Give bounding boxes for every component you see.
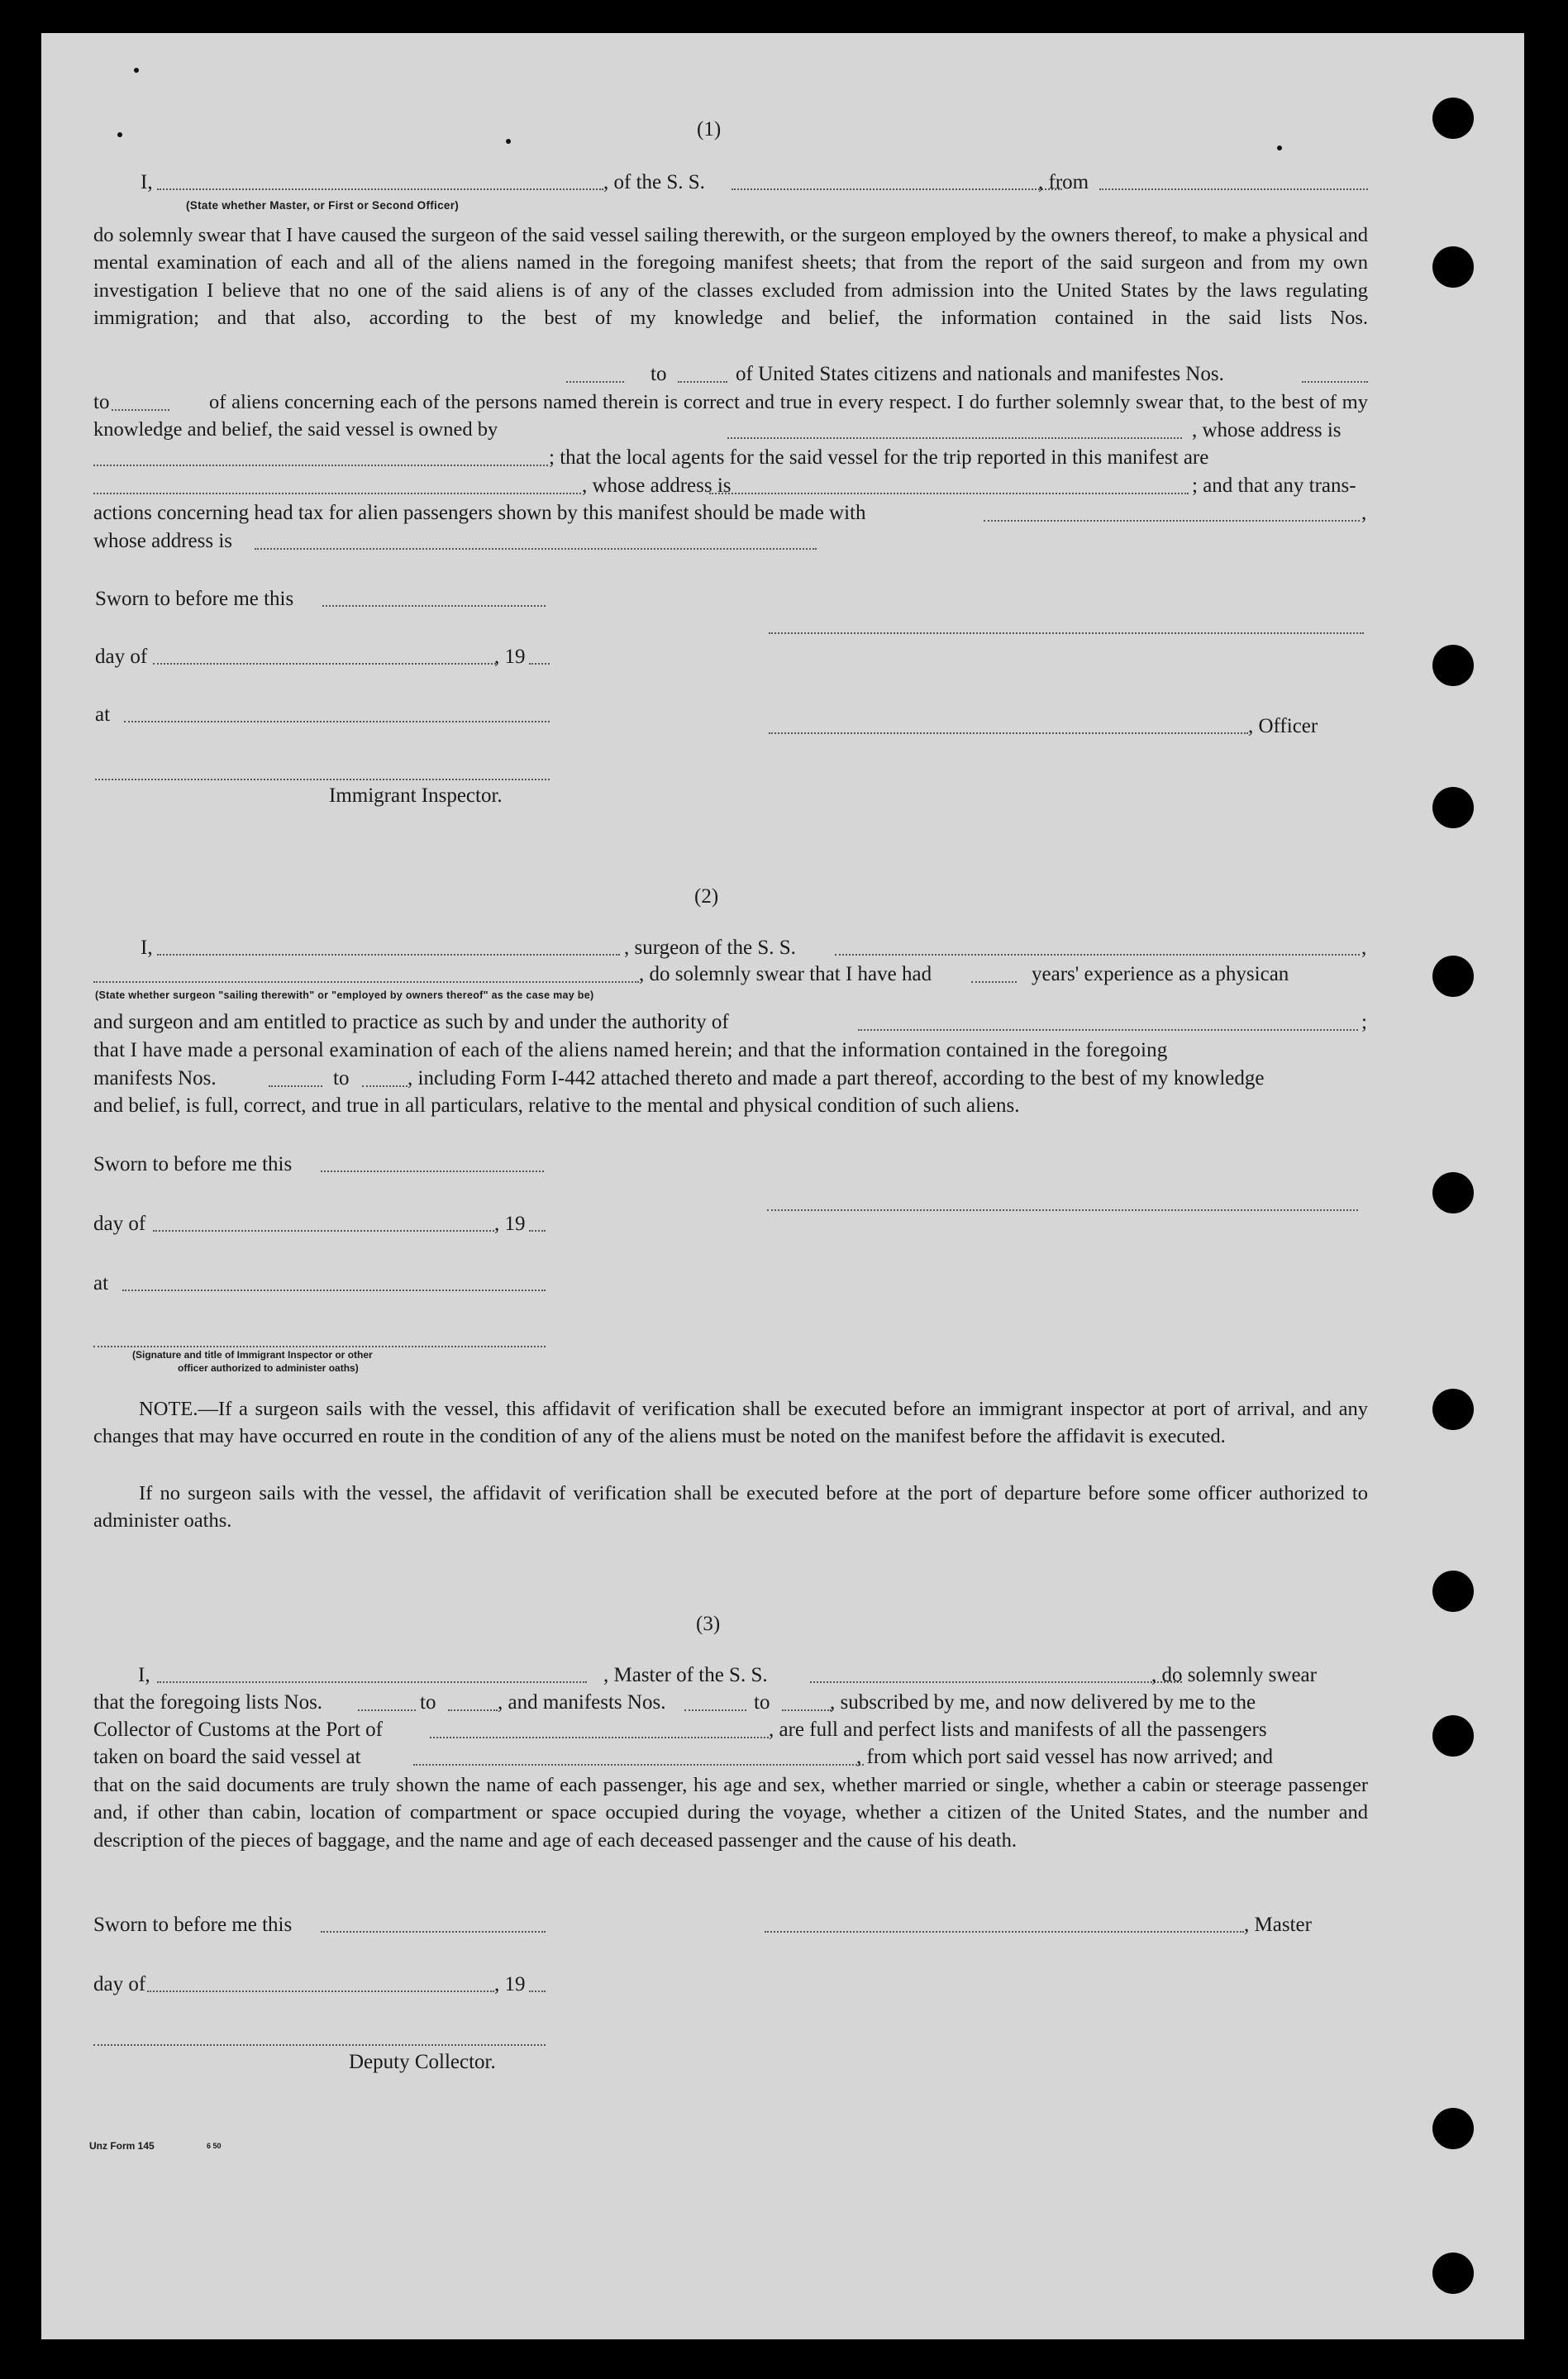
s1-line1-from: , from (1038, 171, 1089, 193)
blank-s2-vessel (835, 954, 1360, 956)
binder-hole (1432, 98, 1474, 139)
s1-trans: ; and that any trans- (1192, 474, 1356, 497)
binder-hole (1432, 645, 1474, 686)
binder-hole (1432, 787, 1474, 828)
s2-semicolon: ; (1361, 1011, 1367, 1033)
s2-line2: , do solemnly swear that I have had (639, 963, 932, 985)
s1-19: , 19 (494, 646, 526, 668)
blank-head-tax-address (255, 548, 817, 550)
form-code: 6 50 (207, 2142, 222, 2150)
blank-s3-port (430, 1737, 769, 1738)
s3-line2-to: to (420, 1691, 436, 1714)
s3-line4b: , from which port said vessel has now arrived; and (856, 1746, 1274, 1768)
s3-line1-I: I, (138, 1664, 150, 1686)
s1-to2: to (93, 391, 110, 413)
blank-s3-deputy (93, 2044, 546, 2046)
s2-note-para2: If no surgeon sails with the vessel, the affidavit of verification shall be executed before at the port of departure before some officer authorized to administer oaths. (93, 1482, 1368, 1533)
blank-from (1099, 188, 1368, 190)
s1-comma: , (1361, 502, 1367, 524)
blank-s2-years (971, 981, 1017, 983)
blank-owner-address (93, 465, 548, 466)
s3-line2b: , and manifests Nos. (498, 1691, 666, 1714)
blank-s3-name (157, 1681, 587, 1683)
blank-s2-year (529, 1230, 546, 1232)
s1-whose2: , whose address is (582, 474, 732, 497)
blank-s1-day (153, 663, 496, 665)
s1-line1-of: , of the S. S. (603, 171, 705, 193)
s3-line2c: , subscribed by me, and now delivered by me to the (830, 1691, 1256, 1714)
form-sheet (41, 33, 1524, 2339)
blank-s3-manifest-to (782, 1709, 832, 1711)
s2-line2b: years' experience as a physican (1032, 963, 1289, 985)
s3-dayof: day of (93, 1973, 146, 1995)
binder-hole (1432, 956, 1474, 997)
blank-s3-lists-from (358, 1709, 416, 1711)
blank-s3-port-embark (413, 1764, 864, 1766)
binder-hole (1432, 1389, 1474, 1430)
binder-hole (1432, 2108, 1474, 2149)
blank-owner (727, 437, 1182, 439)
blank-s1-sworn (322, 605, 546, 607)
s2-note-para: NOTE.—If a surgeon sails with the vessel, this affidavit of verification shall be executed before an immigrant inspector at port of arrival, and any changes that may have occurred en route in the condition of any of the aliens must be noted on the manifest before the affidavit is executed. (93, 1398, 1368, 1448)
s2-sig-note-2: officer authorized to administer oaths) (178, 1362, 359, 1374)
binder-hole (1432, 246, 1474, 288)
blank-s3-lists-to (448, 1709, 498, 1711)
s1-agents: ; that the local agents for the said vessel for the trip reported in this manifest are (549, 446, 1209, 469)
blank-s3-vessel (810, 1681, 1182, 1683)
blank-s1-sig-a (769, 632, 1364, 634)
s1-mid1: of United States citizens and nationals and manifestes Nos. (736, 363, 1224, 385)
blank-head-tax (984, 520, 1360, 522)
speck (1277, 145, 1282, 150)
form-number: Unz Form 145 (89, 2140, 155, 2152)
blank-s2-authority (858, 1029, 1358, 1031)
section-2-number: (2) (694, 885, 719, 908)
s2-line3: and surgeon and am entitled to practice as such by and under the authority of (93, 1011, 729, 1033)
s1-body: do solemnly swear that I have caused the surgeon of the said vessel sailing therewith, or the surgeon employed by the owners thereof, to make a physical and mental examination of each and all of the aliens named in the foregoing manifest sheets; that from the report of the said surgeon and from my own investigation I believe that no one of the said aliens is of any of the classes excluded from admission into the United States by the laws regulating immigration; and that also, according to the best of my knowledge and belief, the information contained in the said lists Nos. (93, 224, 1368, 330)
s2-line5-to: to (333, 1067, 350, 1089)
s1-dayof: day of (95, 646, 148, 668)
blank-s2-nos-to (362, 1085, 407, 1087)
s3-body: that on the said documents are truly shown the name of each passenger, his age and sex, whether married or single, whether a cabin or steerage passenger and, if other than cabin, location of compartment or space occupied during the voyage, whether a citizen of the United States, and the number and description of the pieces of baggage, and the name and age of each deceased passenger and the cause of his death. (93, 1774, 1368, 1852)
s1-body2: of aliens concerning each of the persons named therein is correct and true in every respect. I do further solemnly swear that, to the best of my knowledge and belief, the said vessel is owned by (93, 391, 1368, 441)
s2-line1-I: I, (141, 937, 153, 959)
s2-line4: that I have made a personal examination of each of the aliens named herein; and that the information contained in the foregoing (93, 1039, 1168, 1061)
s1-sworn: Sworn to before me this (95, 588, 294, 610)
s2-comma: , (1361, 937, 1367, 959)
binder-hole (1432, 1715, 1474, 1757)
s3-line2-to2: to (754, 1691, 770, 1714)
blank-officer-name (157, 188, 603, 190)
s1-whose3: whose address is (93, 530, 233, 552)
blank-s1-officer (769, 732, 1248, 734)
blank-s2-sig (767, 1209, 1358, 1211)
s3-line4a: taken on board the said vessel at (93, 1746, 361, 1768)
s1-to1: to (651, 363, 667, 385)
blank-s1-inspector (95, 779, 550, 780)
blank-agents (93, 493, 581, 494)
blank-vessel (732, 188, 1062, 190)
s3-master-label: , Master (1244, 1914, 1312, 1936)
s2-role-note: (State whether surgeon "sailing therewith" or "employed by owners thereof" as the case may be) (95, 989, 594, 1001)
s2-sig-note-1: (Signature and title of Immigrant Inspector or other (132, 1349, 373, 1361)
blank-s2-nos-from (269, 1085, 322, 1087)
blank-s2-day (153, 1230, 494, 1232)
binder-hole (1432, 1571, 1474, 1612)
blank-s1-at (124, 721, 550, 722)
s2-surgeon: , surgeon of the S. S. (624, 937, 796, 959)
blank-s3-sworn (321, 1931, 546, 1933)
section-1-number: (1) (697, 118, 722, 141)
binder-hole (1432, 2253, 1474, 2294)
blank-s2-at (122, 1290, 546, 1291)
s2-19: , 19 (494, 1213, 526, 1235)
blank-lists-to (678, 381, 727, 383)
speck (117, 132, 122, 137)
binder-hole (1432, 1172, 1474, 1213)
blank-s3-manifest-from (684, 1709, 746, 1711)
blank-s3-year (529, 1990, 546, 1992)
s3-deputy: Deputy Collector. (349, 2051, 496, 2073)
blank-agents-address (709, 493, 1189, 494)
s1-officer: , Officer (1248, 715, 1318, 737)
s2-sworn: Sworn to before me this (93, 1153, 293, 1175)
s1-actions: actions concerning head tax for alien passengers shown by this manifest should be made with (93, 502, 866, 524)
s2-line6: and belief, is full, correct, and true in all particulars, relative to the mental and physical condition of such aliens. (93, 1094, 1020, 1117)
blank-s3-day (147, 1990, 494, 1992)
blank-s1-year (529, 663, 550, 665)
s2-line5a: manifests Nos. (93, 1067, 217, 1089)
section-3-number: (3) (696, 1613, 721, 1635)
blank-s3-master-sig (765, 1931, 1244, 1933)
s3-sworn: Sworn to before me this (93, 1914, 293, 1936)
blank-s2-name (157, 954, 620, 956)
s2-dayof: day of (93, 1213, 146, 1235)
s2-line5b: , including Form I-442 attached thereto and made a part thereof, according to the best of my knowledge (407, 1067, 1265, 1089)
blank-s2-sworn (321, 1170, 544, 1172)
speck (506, 139, 511, 144)
blank-lists-from (566, 381, 624, 383)
s1-line1-I: I, (141, 171, 153, 193)
s1-inspector: Immigrant Inspector. (329, 784, 503, 807)
s1-whose1: , whose address is (1192, 419, 1342, 441)
blank-manifest-from (1302, 381, 1368, 383)
s3-swear: , do solemnly swear (1151, 1664, 1317, 1686)
speck (134, 68, 139, 73)
s3-line3b: , are full and perfect lists and manifests of all the passengers (769, 1719, 1267, 1741)
s2-at: at (93, 1272, 109, 1294)
s3-master: , Master of the S. S. (603, 1664, 768, 1686)
s1-at: at (95, 703, 111, 726)
s3-line2a: that the foregoing lists Nos. (93, 1691, 323, 1714)
s3-19: , 19 (494, 1973, 526, 1995)
s1-officer-note: (State whether Master, or First or Second Officer) (186, 199, 460, 212)
s3-line3a: Collector of Customs at the Port of (93, 1719, 383, 1741)
